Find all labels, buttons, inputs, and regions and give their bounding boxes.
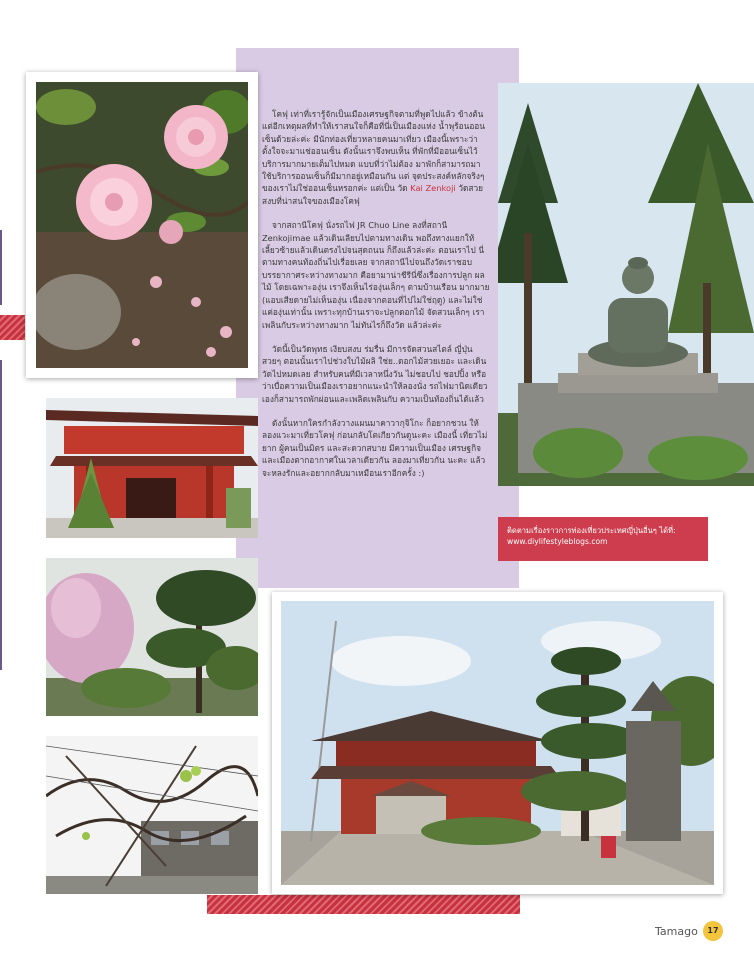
magazine-brand: Tamago	[655, 925, 698, 938]
blog-link[interactable]: www.diylifestyleblogs.com	[507, 537, 608, 546]
temple-gate-photo	[46, 398, 258, 538]
temple-name-highlight: Kai Zenkoji	[410, 183, 456, 194]
article-paragraph-3: วัดนี้เป็นวัดพุทธ เงียบสงบ ร่มรื่น มีการจัดสวนสไตล์ ญี่ปุ่นสวยๆ ตอนนั้นเราไปช่วงใบไม้ผลิ ใช่ย..ดอกไม้สวยเยอะ และเดินวัดไปหมดเลย สำหรับคนที่มีเวลาหนึ่งวัน ไม่ชอบไป ชอปปิ้ง หรือว่าเบื่อความเป็นเมืองเราอยากแนะนำให้ลองนั่ง รถไฟมานิดเดียวเองก็สามารถพักผ่อนและเพลิดเพลินกับ ความเป็นท้องถิ่นได้แล้ว	[262, 343, 488, 404]
red-stripe-decoration	[0, 315, 25, 340]
page-number-badge: 17	[703, 921, 723, 941]
camellia-photo-frame	[26, 72, 258, 378]
article-body	[262, 108, 490, 491]
article-paragraph-1: โคฟุ เท่าที่เรารู้จักเป็นเมืองเศรษฐกิจตามที่พูดไปแล้ว ข้างต้น แต่อีกเหตุผลที่ทำให้เราสนใจก็คือที่นี่เป็นเมืองแห่ง น้ำพุร้อนออนเซ็นด้วยล่ะค่ะ มีนักท่องเที่ยวหลายคนมาเที่ยว เมืองนี้เพราะว่าตั้งใจจะมาแช่ออนเซ็น ดังนั้นเราจึงพบเห็น ที่พักที่มีออนเซ็นไว้บริการมากมายเต็มไปหมด แบบที่ว่าไม่ต้อง มาพักก็สามารถมาใช้บริการออนเซ็นก็มีมากอยู่เหมือนกัน แต่ จุดประสงค์หลักจริงๆ ของเราไม่ใช่ออนเซ็นหรอกค่ะ แต่เป็น วัด Kai Zenkoji วัดสวยสงบที่น่าสนใจของเมืองโคฟุ	[262, 109, 485, 206]
temple-courtyard-photo-frame	[272, 592, 723, 894]
grape-vine-photo	[46, 736, 258, 894]
red-stripe-decoration-bottom	[207, 895, 520, 914]
info-box-caption: ติดตามเรื่องราวการท่องเที่ยวประเทศญี่ปุ่นอื่นๆ ได้ที่:	[507, 526, 676, 535]
info-box	[498, 517, 708, 561]
article-paragraph-2: จากสถานีโคฟุ นั่งรถไฟ JR Chuo Line ลงที่สถานี Zenkojimae แล้วเดินเลียบไปตามทางเดิน พอถึงทางแยกให้ เลี้ยวซ้ายแล้วเดินตรงไปจนสุดถนน ก็ถึงแล้วล่ะค่ะ ตอนเราไป นี่ตามทางคนท้องถิ่นไปเรื่อยเลย จากสถานีไปจนถึงวัดเราชอบ บรรยากาศระหว่างทางมาก คือยามาน่าชีรีนี่ซึ่งเรื่องการปลูก ผลไม้ โดยเฉพาะองุ่น เราจึงเห็นไร่องุ่นเล็กๆ ตามบ้านเรือน มากมาย (แอบเสียดายไม่เห็นองุ่น เนื่องจากตอนที่ไปไม่ใช่ฤดู) และไม่ใช่แค่องุ่นเท่านั้น เพราะทุกบ้านเราจะปลูกดอกไม้ จัดสวนเล็กๆ เราเพลินกับระหว่างทางมาก ไม่ทันไรก็ถึงวัด แล้วล่ะค่ะ	[262, 220, 490, 330]
left-edge-line	[0, 360, 2, 670]
temple-courtyard-photo	[281, 601, 714, 885]
blossom-trees-photo	[46, 558, 258, 716]
left-edge-line	[0, 230, 2, 305]
article-paragraph-4: ดังนั้นหากใครกำลังวางแผนมาคาวากุจิโกะ ก็อยากชวน ให้ลองแวะมาเที่ยวโคฟุ ก่อนกลับโตเกียวกันดูนะคะ เมืองนี้ เที่ยวไม่ยาก ผู้คนเป็นมิตร และสะดวกสบาย มีความเป็นเมือง เศรษฐกิจและเมืองตากอากาศในเวลาเดียวกัน ลองมาเที่ยวกัน นะคะ แล้วจะหลงรักและอยากกลับมาเหมือนเราอีกครั้ง :)	[262, 417, 488, 478]
buddha-statue-photo	[498, 83, 754, 486]
camellia-photo	[36, 82, 248, 368]
